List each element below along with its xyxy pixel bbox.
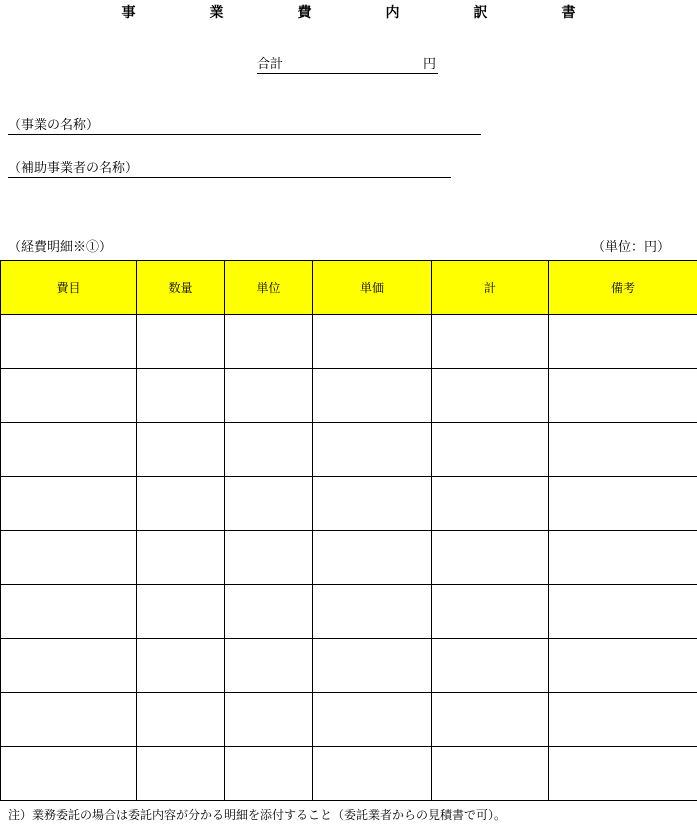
table-cell[interactable] [549, 585, 697, 639]
footnote: 注）業務委託の場合は委託内容が分かる明細を添付すること（委託業者からの見積書で可）。 [8, 808, 507, 822]
table-cell[interactable] [313, 747, 432, 801]
table-cell[interactable] [549, 477, 697, 531]
table-cell[interactable] [549, 369, 697, 423]
unit-caption: （単位：円） [591, 240, 670, 255]
page-title: 事 業 費 内 訳 書 [121, 5, 606, 21]
project-name-field: （事業の名称） [8, 117, 481, 135]
table-row [1, 477, 697, 531]
table-cell[interactable] [549, 315, 697, 369]
table-cell[interactable] [313, 693, 432, 747]
table-cell[interactable] [1, 747, 137, 801]
expense-table [0, 260, 697, 801]
expense-detail-caption: （経費明細※①） [8, 240, 113, 255]
table-cell[interactable] [432, 369, 549, 423]
table-cell[interactable] [225, 639, 313, 693]
table-cell[interactable] [1, 369, 137, 423]
table-cell[interactable] [313, 423, 432, 477]
header-remarks: 備考 [549, 261, 697, 315]
table-cell[interactable] [225, 477, 313, 531]
table-cell[interactable] [432, 531, 549, 585]
table-cell[interactable] [1, 477, 137, 531]
table-row [1, 639, 697, 693]
table-cell[interactable] [313, 315, 432, 369]
table-cell[interactable] [549, 531, 697, 585]
table-row [1, 369, 697, 423]
table-cell[interactable] [1, 315, 137, 369]
table-cell[interactable] [137, 639, 225, 693]
table-cell[interactable] [137, 423, 225, 477]
table-cell[interactable] [225, 585, 313, 639]
table-cell[interactable] [313, 639, 432, 693]
table-cell[interactable] [137, 531, 225, 585]
table-cell[interactable] [432, 423, 549, 477]
header-subtotal: 計 [432, 261, 549, 315]
total-label: 合計 [257, 57, 284, 72]
table-cell[interactable] [1, 639, 137, 693]
table-cell[interactable] [225, 315, 313, 369]
table-cell[interactable] [432, 585, 549, 639]
table-cell[interactable] [225, 369, 313, 423]
table-cell[interactable] [1, 423, 137, 477]
table-cell[interactable] [225, 423, 313, 477]
header-quantity: 数量 [137, 261, 225, 315]
table-cell[interactable] [432, 477, 549, 531]
table-cell[interactable] [137, 369, 225, 423]
table-cell[interactable] [432, 315, 549, 369]
table-cell[interactable] [1, 531, 137, 585]
table-cell[interactable] [549, 423, 697, 477]
table-cell[interactable] [549, 639, 697, 693]
table-cell[interactable] [313, 585, 432, 639]
table-cell[interactable] [1, 585, 137, 639]
table-cell[interactable] [313, 531, 432, 585]
table-row [1, 693, 697, 747]
header-item: 費目 [1, 261, 137, 315]
header-unit: 単位 [225, 261, 313, 315]
table-cell[interactable] [137, 747, 225, 801]
table-cell[interactable] [137, 585, 225, 639]
table-cell[interactable] [1, 693, 137, 747]
table-cell[interactable] [225, 747, 313, 801]
table-row [1, 423, 697, 477]
table-row [1, 585, 697, 639]
table-cell[interactable] [137, 315, 225, 369]
operator-name-field: （補助事業者の名称） [8, 160, 451, 178]
table-row [1, 315, 697, 369]
table-cell[interactable] [432, 639, 549, 693]
table-row [1, 531, 697, 585]
total-amount-line [257, 56, 438, 74]
table-cell[interactable] [313, 477, 432, 531]
table-header-row [1, 261, 697, 315]
table-cell[interactable] [137, 477, 225, 531]
table-cell[interactable] [432, 693, 549, 747]
total-unit: 円 [422, 57, 436, 72]
table-cell[interactable] [549, 747, 697, 801]
table-cell[interactable] [225, 531, 313, 585]
table-cell[interactable] [313, 369, 432, 423]
table-cell[interactable] [549, 693, 697, 747]
table-row [1, 747, 697, 801]
table-cell[interactable] [137, 693, 225, 747]
header-unit-price: 単価 [313, 261, 432, 315]
table-cell[interactable] [432, 747, 549, 801]
table-cell[interactable] [225, 693, 313, 747]
